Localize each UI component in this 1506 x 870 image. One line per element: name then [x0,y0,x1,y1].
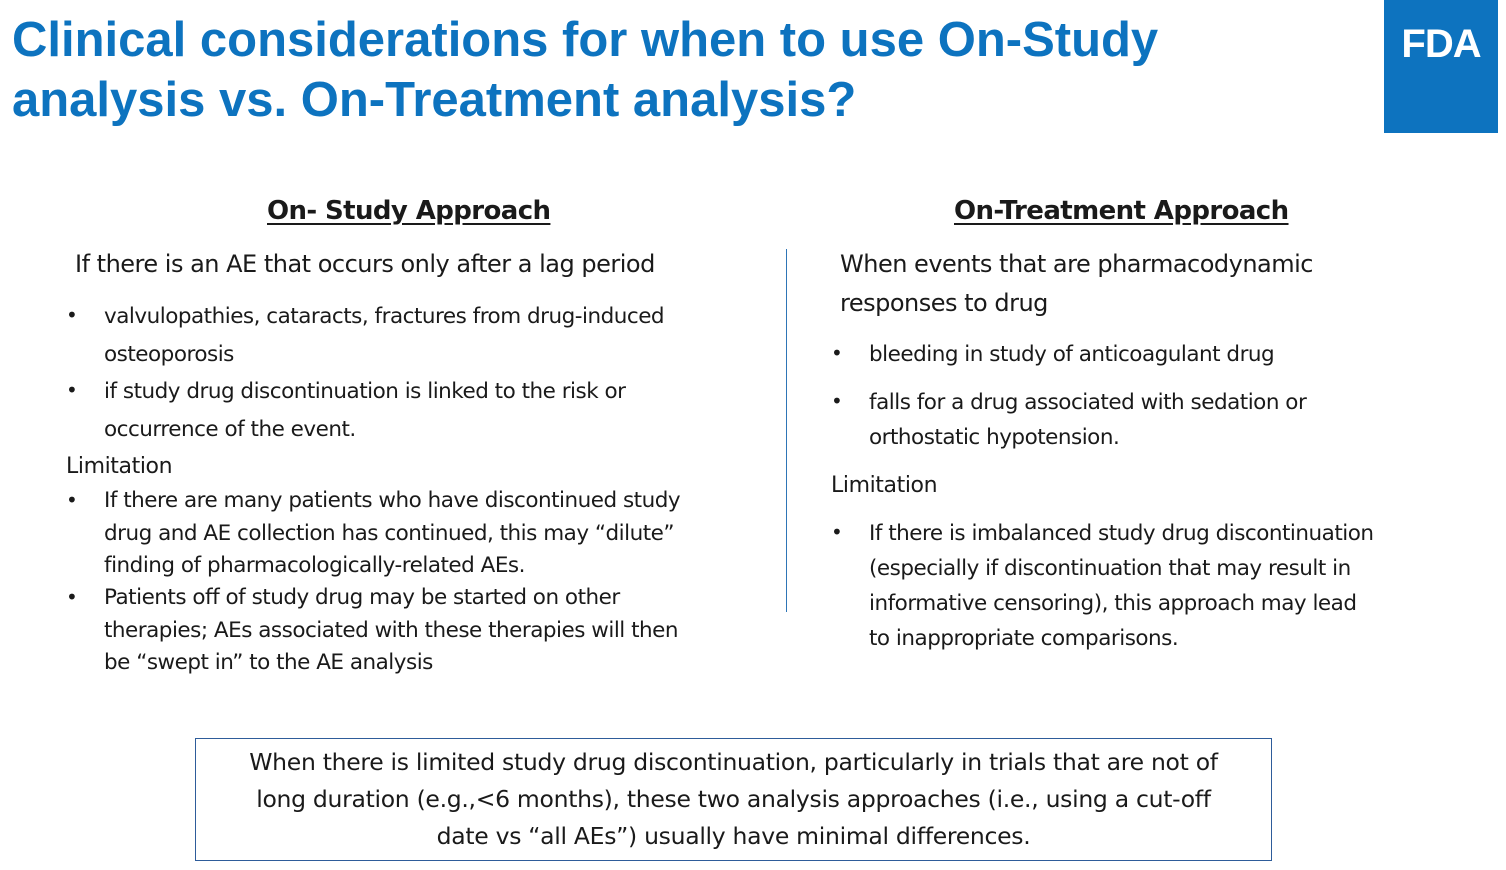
on-study-heading: On- Study Approach [267,196,551,226]
bullet-dot-icon: • [66,585,78,609]
callout-line: When there is limited study drug discontinuation, particularly in trials that are not of [249,748,1218,776]
on-treatment-lead [840,245,1313,323]
callout-line: date vs “all AEs”) usually have minimal differences. [436,822,1031,850]
bullet-dot-icon: • [66,378,78,402]
bullet-line: bleeding in study of anticoagulant drug [869,342,1275,367]
bullet-line: occurrence of the event. [104,416,356,442]
bullet-line: informative censoring), this approach may lead [869,591,1357,616]
bullet-line: If there is imbalanced study drug discontinuation [869,521,1374,546]
bullet-line: finding of pharmacologically-related AEs. [104,553,525,578]
on-study-limitation-label: Limitation [66,454,173,479]
bullet-dot-icon: • [66,303,78,327]
bullet-dot-icon: • [66,488,78,512]
bullet-line: drug and AE collection has continued, this may “dilute” [104,520,675,546]
bullet-line: therapies; AEs associated with these therapies will then [104,617,679,643]
bullet-line: Patients off of study drug may be started on other [104,585,620,610]
on-treatment-lead-line: When events that are pharmacodynamic [840,250,1314,278]
bullet-line: If there are many patients who have discontinued study [104,488,681,513]
bullet-line: orthostatic hypotension. [869,425,1120,450]
slide-title-line: Clinical considerations for when to use On-Study [12,13,1159,67]
bullet-line: be “swept in” to the AE analysis [104,650,433,675]
on-study-lead [75,245,655,284]
bullet-dot-icon: • [831,389,843,413]
bullet-line: valvulopathies, cataracts, fractures from drug-induced [104,304,665,329]
column-divider [786,249,787,612]
bullet-line: (especially if discontinuation that may result in [869,556,1351,581]
bullet-line: osteoporosis [104,341,234,367]
bullet-dot-icon: • [831,341,843,365]
on-treatment-lead-line: responses to drug [840,289,1048,317]
summary-callout [195,738,1272,861]
on-treatment-heading: On-Treatment Approach [954,196,1289,226]
on-study-lead-line: If there is an AE that occurs only after a lag period [75,250,655,278]
bullet-line: if study drug discontinuation is linked to the risk or [104,379,626,404]
bullet-dot-icon: • [831,520,843,544]
slide-title-line: analysis vs. On-Treatment analysis? [12,73,857,127]
callout-line: long duration (e.g.,<6 months), these two analysis approaches (i.e., using a cut-off [256,785,1211,813]
on-treatment-limitation-label: Limitation [831,473,938,498]
bullet-line: falls for a drug associated with sedation or [869,390,1307,415]
bullet-line: to inappropriate comparisons. [869,626,1179,651]
fda-logo: FDA [1384,0,1498,133]
slide-title [12,10,1352,130]
